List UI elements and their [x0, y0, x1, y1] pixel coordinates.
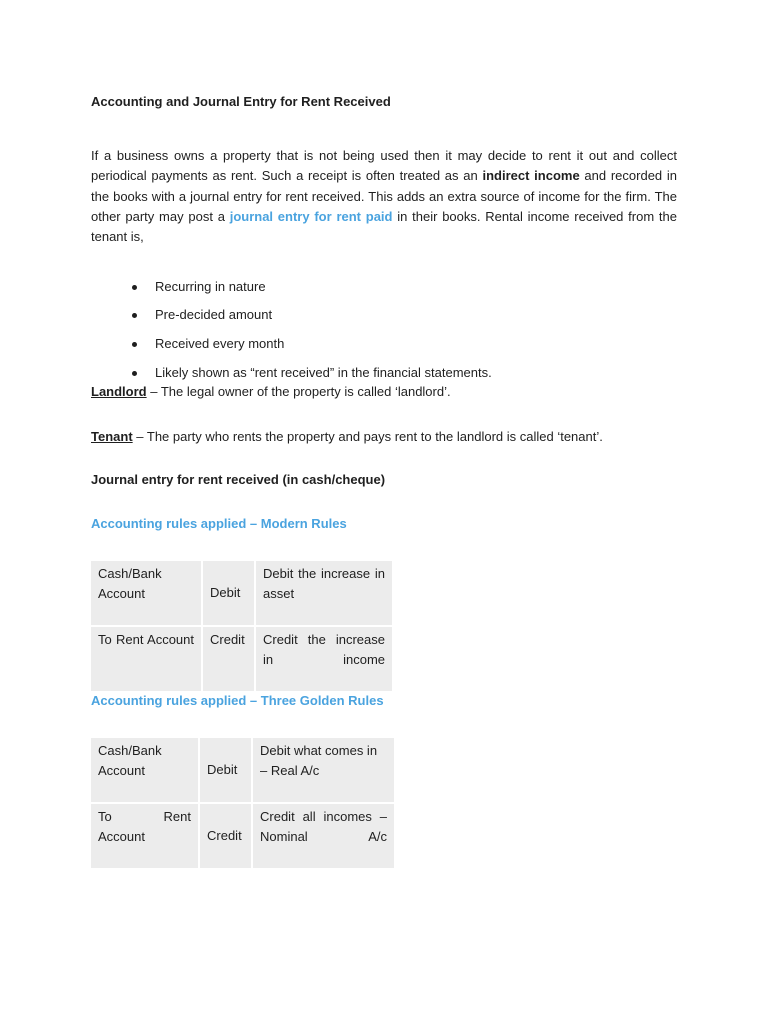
bullet-icon [132, 285, 137, 290]
bullet-icon [132, 371, 137, 376]
tenant-term: Tenant [91, 429, 133, 444]
account-cell: Cash/Bank Account [91, 738, 198, 802]
journal-entry-rent-paid-link[interactable]: journal entry for rent paid [229, 208, 393, 224]
table-row [91, 625, 392, 691]
account-cell: To Rent Account [91, 802, 198, 868]
account-cell: Cash/Bank Account [91, 561, 201, 625]
modern-rules-heading: Accounting rules applied – Modern Rules [91, 516, 347, 531]
bullet-icon [132, 342, 137, 347]
account-cell: To Rent Account [91, 625, 201, 691]
table-row [91, 802, 394, 868]
document-title: Accounting and Journal Entry for Rent Received [91, 94, 391, 109]
document-page: Accounting and Journal Entry for Rent Received If a business owns a property that is not being used then it may decide to rent it out and collect periodical payments as rent. Such a receipt is often treated as an indirect income and recorded in the books with a journal entry for rent received. This adds an extra source of income for the firm. The other party may post a journal entry for rent paid in their books. Rental income received from the tenant is, Recurring in nature Pre-decided amount Received every month Likely shown as “rent received” in the financial statements. Landlord – The legal owner of the property is called ‘landlord’. Tenant – The party who rents the property and pays rent to the landlord is called ‘tenant’. Journal entry for rent received (in cash/cheque) Accounting rules applied – Modern Rules Cash/Bank Account Debit Debit the increase in asset To Rent Account Credit Credit the increase in income Accounting rules applied – Three Golden Rules Cash/Bank Account Debit Debit what comes in – Real A/c To Rent Account Credit Credit all incomes – Nominal A/c [0, 0, 768, 1024]
golden-rules-heading: Accounting rules applied – Three Golden Rules [91, 693, 384, 708]
intro-bold-term: indirect income [482, 168, 580, 184]
tenant-def: – The party who rents the property and pays rent to the landlord is called ‘tenant’. [132, 429, 603, 444]
journal-entry-heading: Journal entry for rent received (in cash/cheque) [91, 472, 386, 487]
intro-text-1: If a business owns a property that is not being used then it may decide to rent it out and collect periodical payments as rent. Such a receipt is often treated as an [91, 148, 677, 184]
landlord-def: – The legal owner of the property is called ‘landlord’. [146, 384, 451, 399]
golden-rules-table [89, 738, 396, 868]
side-cell: Debit [203, 561, 254, 625]
side-cell: Debit [200, 738, 251, 802]
table-row [91, 738, 394, 802]
table-row [91, 561, 392, 625]
rule-cell: Credit all incomes – Nominal A/c [253, 802, 394, 868]
intro-paragraph [91, 146, 677, 247]
intro-text-2: and recorded in the books with a journal entry for rent received. This adds an extra source of income for the firm. The other party may post a [91, 168, 678, 224]
rule-cell: Debit what comes in – Real A/c [253, 738, 394, 802]
modern-rules-table [89, 561, 394, 691]
rule-cell: Credit the increase in income [256, 625, 392, 691]
side-cell: Credit [203, 625, 254, 691]
rule-cell: Debit the increase in asset [256, 561, 392, 625]
landlord-term: Landlord [91, 384, 147, 399]
tenant-definition [91, 429, 677, 444]
landlord-definition [91, 384, 677, 399]
side-cell: Credit [200, 802, 251, 868]
intro-text-3: in their books. Rental income received from the tenant is, [91, 208, 677, 245]
bullet-icon [132, 313, 137, 318]
